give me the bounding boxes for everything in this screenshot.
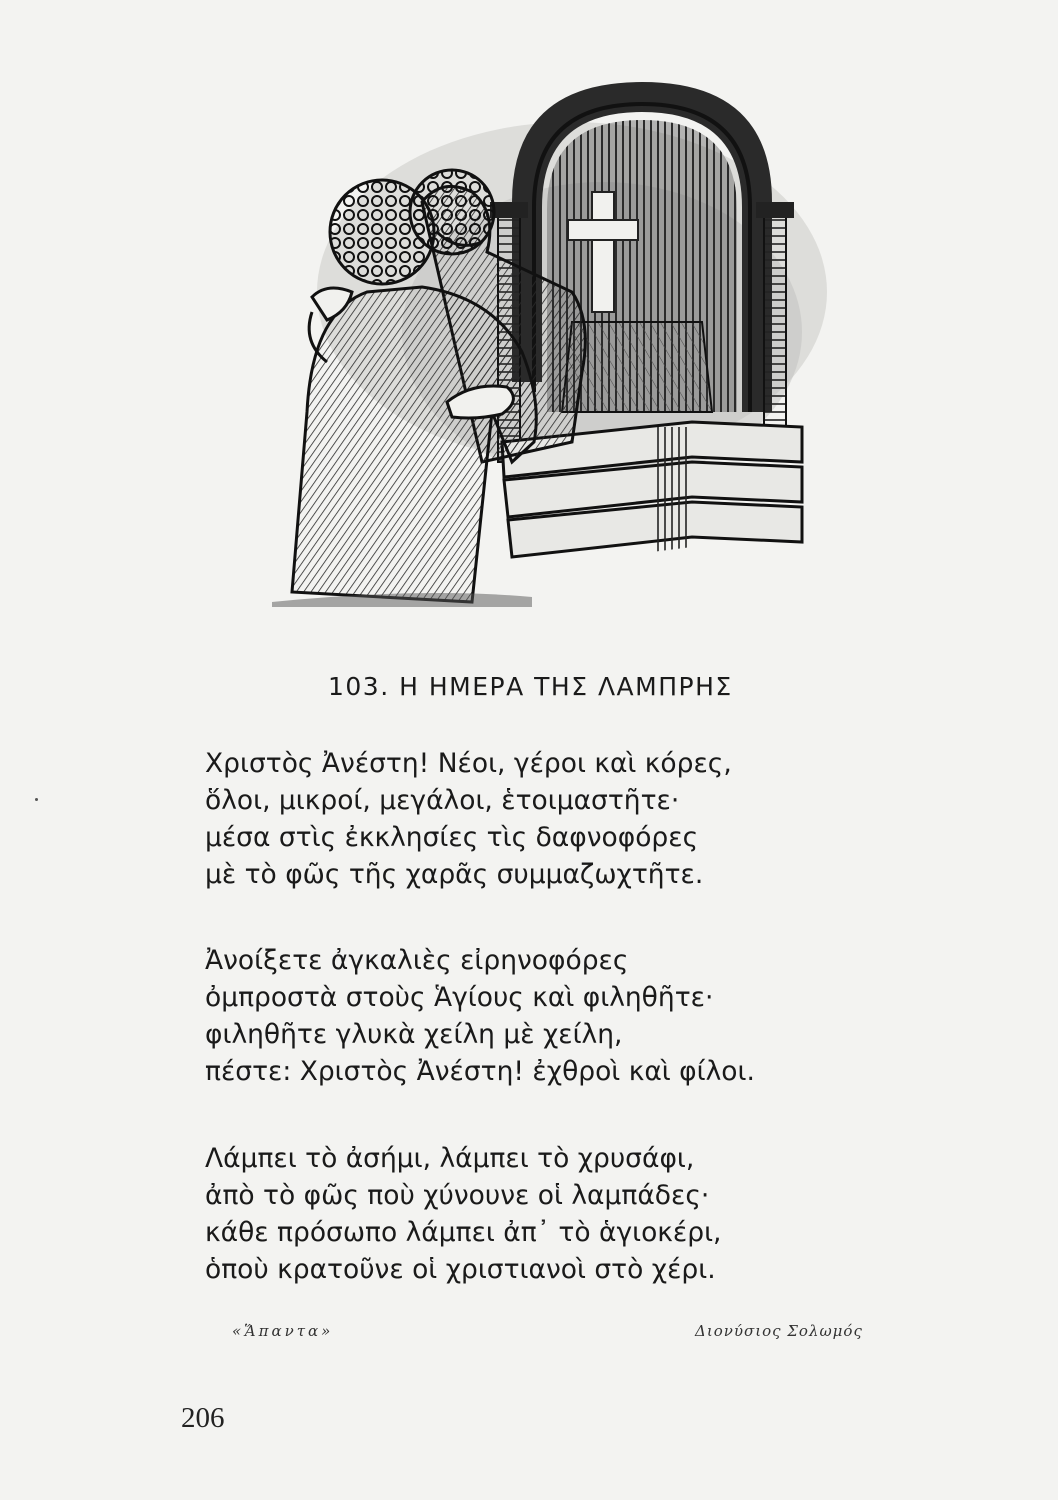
poem-line: ἀπὸ τὸ φῶς ποὺ χύνουνε οἱ λαμπάδες· [205,1180,710,1211]
poem-line: μὲ τὸ φῶς τῆς χαρᾶς συμμαζωχτῆτε. [205,859,704,890]
poem-line: ὁποὺ κρατοῦνε οἱ χριστιανοὶ στὸ χέρι. [205,1254,716,1285]
page-number: 206 [181,1402,225,1434]
ink-speck [35,798,38,801]
poem-line: Λάμπει τὸ ἀσήμι, λάμπει τὸ χρυσάφι, [205,1143,695,1174]
poem-line: μέσα στὶς ἐκκλησίες τὶς δαφνοφόρες [205,822,699,853]
poem-line: ὅλοι, μικροί, μεγάλοι, ἑτοιμαστῆτε· [205,785,680,816]
poem-stanza-1 [205,745,732,893]
poem-author: Διονύσιος Σολωμός [695,1322,863,1340]
poem-stanza-2 [205,942,755,1090]
poem-title: 103. Η ΗΜΕΡΑ ΤΗΣ ΛΑΜΠΡΗΣ [328,672,733,701]
poem-line: ὀμπροστὰ στοὺς Ἁγίους καὶ φιληθῆτε· [205,982,714,1013]
easter-embrace-illustration [272,82,842,607]
poem-line: Ἀνοίξετε ἀγκαλιὲς εἰρηνοφόρες [205,945,629,976]
poem-line: φιληθῆτε γλυκὰ χείλη μὲ χείλη, [205,1019,623,1050]
poem-line: πέστε: Χριστὸς Ἀνέστη! ἐχθροὶ καὶ φίλοι. [205,1056,755,1087]
poem-stanza-3 [205,1140,721,1288]
poem-source: «Ἅπαντα» [232,1322,334,1340]
poem-line: Χριστὸς Ἀνέστη! Νέοι, γέροι καὶ κόρες, [205,748,732,779]
poem-line: κάθε πρόσωπο λάμπει ἀπ᾽ τὸ ἁγιοκέρι, [205,1217,722,1248]
